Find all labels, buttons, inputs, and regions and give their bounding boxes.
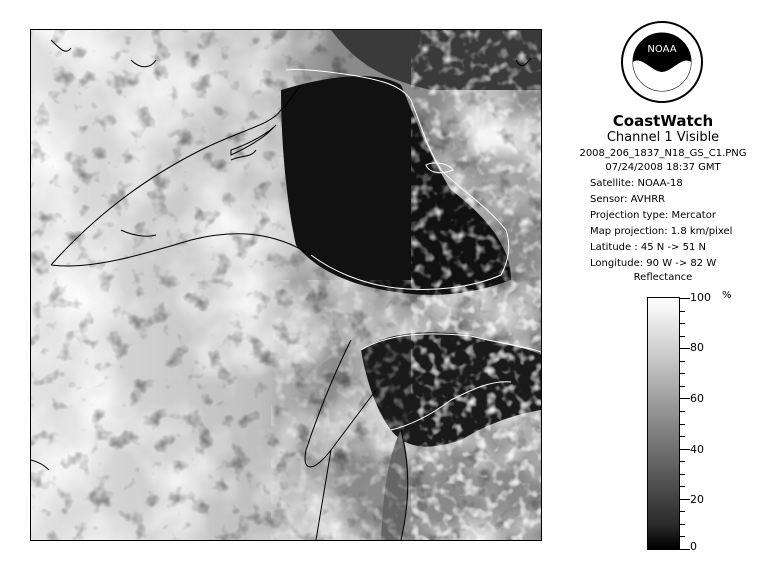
satellite-label: Satellite: NOAA-18 (590, 178, 683, 189)
colorbar-tick-85 (680, 336, 685, 337)
cumulus-south (271, 280, 541, 540)
noaa-logo (620, 20, 704, 104)
colorbar-tick-0 (680, 549, 690, 550)
colorbar-tick-40 (680, 449, 690, 450)
file-name: 2008_206_1837_N18_GS_C1.PNG (579, 148, 747, 159)
colorbar-tick-65 (680, 386, 685, 387)
colorbar-tick-95 (680, 311, 685, 312)
colorbar-label: Reflectance (633, 272, 693, 283)
colorbar-tick-70 (680, 373, 685, 374)
satellite-map (30, 29, 542, 541)
colorbar-tick-90 (680, 323, 685, 324)
colorbar-tick-55 (680, 411, 685, 412)
channel-subtitle: Channel 1 Visible (606, 130, 720, 145)
colorbar-tick-5 (680, 536, 685, 537)
colorbar-ticks (680, 297, 694, 550)
colorbar-tick-75 (680, 361, 685, 362)
colorbar-tick-15 (680, 511, 685, 512)
reflectance-colorbar (647, 297, 680, 550)
map-projection-label: Map projection: 1.8 km/pixel (590, 226, 733, 237)
colorbar-tick-45 (680, 436, 685, 437)
product-title: CoastWatch (612, 112, 714, 130)
colorbar-tick-label-100: 100 (690, 291, 711, 304)
colorbar-tick-30 (680, 474, 685, 475)
colorbar-tick-label-0: 0 (690, 540, 697, 553)
colorbar-unit: % (722, 290, 732, 301)
projection-type-label: Projection type: Mercator (590, 210, 716, 221)
acquisition-datetime: 07/24/2008 18:37 GMT (605, 162, 721, 173)
colorbar-tick-label-60: 60 (690, 392, 704, 405)
colorbar-tick-25 (680, 486, 685, 487)
colorbar-tick-35 (680, 461, 685, 462)
colorbar-tick-60 (680, 398, 690, 399)
satellite-image (31, 30, 541, 540)
colorbar-tick-100 (680, 298, 690, 299)
colorbar-tick-label-20: 20 (690, 493, 704, 506)
colorbar-tick-50 (680, 424, 685, 425)
colorbar-tick-label-40: 40 (690, 443, 704, 456)
latitude-range-label: Latitude : 45 N -> 51 N (590, 242, 706, 253)
colorbar-tick-label-80: 80 (690, 341, 704, 354)
colorbar-tick-20 (680, 499, 690, 500)
sensor-label: Sensor: AVHRR (590, 194, 666, 205)
longitude-range-label: Longitude: 90 W -> 82 W (590, 258, 717, 269)
colorbar-tick-80 (680, 348, 690, 349)
colorbar-tick-10 (680, 524, 685, 525)
logo-text: NOAA (647, 44, 677, 55)
